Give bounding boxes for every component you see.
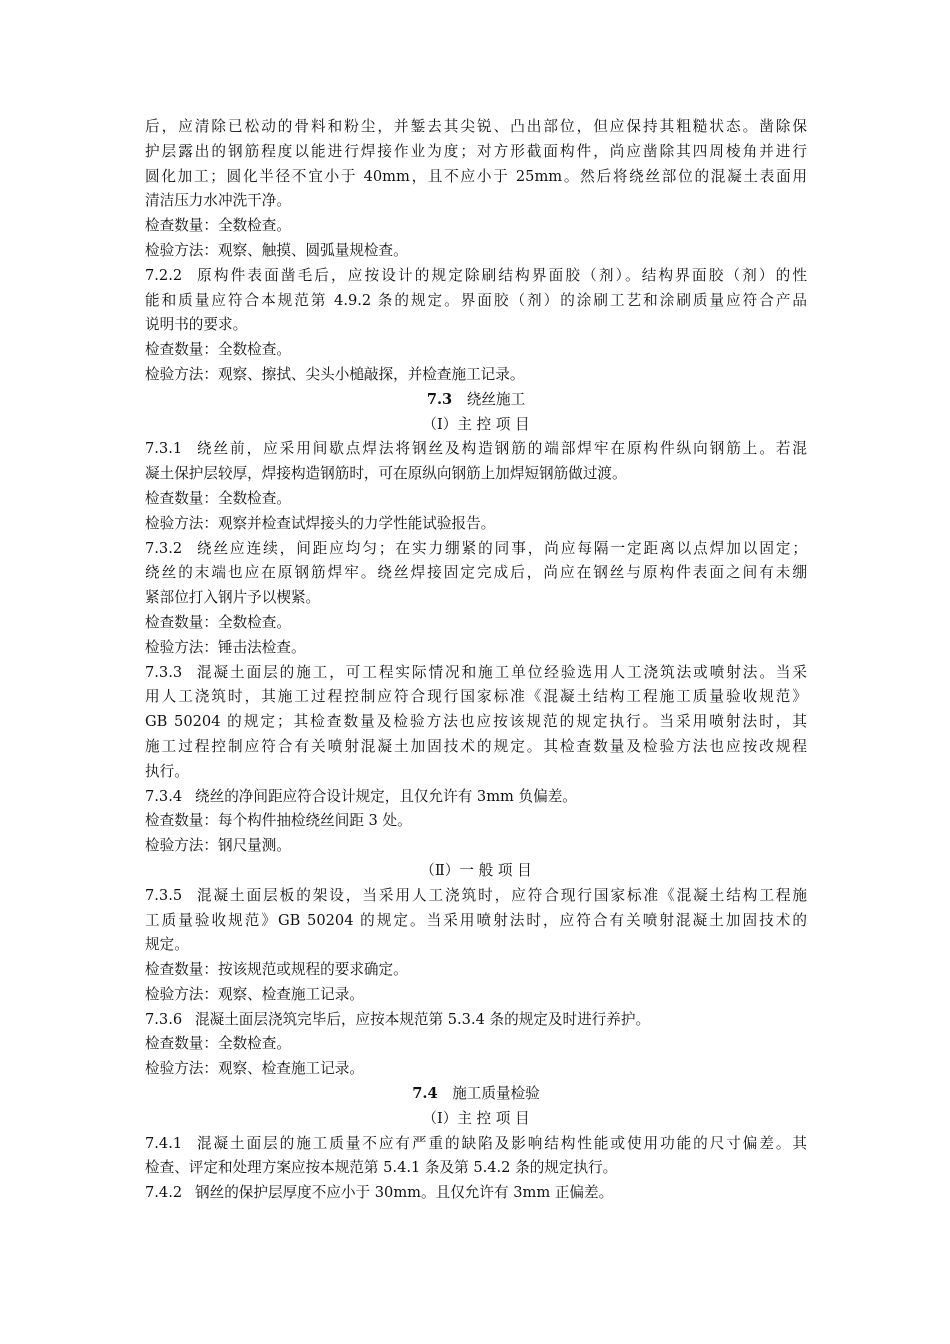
text-line: 护层露出的钢筋程度以能进行焊接作业为度；对方形截面构件，尚应凿除其四周棱角并进行 (145, 142, 807, 160)
clause-text: 绕丝应连续，间距应均匀；在实力绷紧的同事，尚应每隔一定距离以点焊加以固定； (195, 539, 807, 557)
section-number: 7.4 (412, 1085, 438, 1103)
clause-text: 混凝土面层板的架设，当采用人工浇筑时，应符合现行国家标准《混凝土结构工程施 (195, 886, 807, 904)
clause-paragraph (145, 264, 807, 289)
clause-text: 原构件表面凿毛后，应按设计的规定除刷结构界面胶（剂）。结构界面胶（剂）的性 (195, 266, 807, 284)
text-line: 检查数量：全数检查。 (145, 1035, 291, 1053)
clause-paragraph (145, 437, 807, 462)
clause-paragraph (145, 537, 807, 562)
document-page (145, 115, 807, 1206)
text-line: 后，应清除已松动的骨料和粉尘，并錾去其尖锐、凸出部位，但应保持其粗糙状态。凿除保 (145, 118, 807, 135)
text-line: 检验方法：观察、触摸、圆弧量规检查。 (145, 241, 408, 259)
clause-paragraph (145, 661, 807, 686)
clause-paragraph (145, 785, 807, 810)
text-line: 能和质量应符合本规范第 4.9.2 条的规定。界面胶（剂）的涂刷工艺和涂刷质量应符合产品 (145, 291, 807, 309)
clause-number: 7.3.3 (145, 663, 183, 681)
clause-number: 7.4.2 (145, 1184, 183, 1202)
text-line: 检验方法：钢尺量测。 (145, 837, 291, 855)
text-line: 圆化加工；圆化半径不宜小于 40mm，且不应小于 25mm。然后将绕丝部位的混凝土表面用 (145, 167, 807, 185)
text-line: 绕丝的末端也应在原钢筋焊牢。绕丝焊接固定完成后，尚应在钢丝与原构件表面之间有未绷 (145, 564, 807, 582)
subsection-heading: （Ⅰ）主 控 项 目 (422, 415, 530, 433)
text-line: 检查数量：每个构件抽检绕丝间距 3 处。 (145, 812, 412, 830)
text-line: 凝土保护层较厚，焊接构造钢筋时，可在原纵向钢筋上加焊短钢筋做过渡。 (145, 465, 627, 483)
text-line: 施工过程控制应符合有关喷射混凝土加固技术的规定。其检查数量及检验方法也应按改规程 (145, 737, 807, 755)
subsection-heading: （Ⅱ）一 般 项 目 (420, 861, 532, 879)
text-line: 检验方法：锤击法检查。 (145, 638, 306, 656)
clause-paragraph (145, 1132, 807, 1157)
clause-text: 混凝土面层的施工，可工程实际情况和施工单位经验选用人工浇筑法或喷射法。当采 (195, 663, 807, 681)
text-line: 检验方法：观察、检查施工记录。 (145, 1060, 364, 1078)
clause-paragraph (145, 884, 807, 909)
clause-number: 7.3.1 (145, 440, 183, 458)
section-title: 绕丝施工 (466, 390, 526, 408)
clause-number: 7.3.4 (145, 787, 183, 805)
clause-number: 7.2.2 (145, 266, 183, 284)
clause-text: 绕丝前，应采用间歇点焊法将钢丝及构造钢筋的端部焊牢在原构件纵向钢筋上。若混 (195, 440, 807, 458)
clause-text: 钢丝的保护层厚度不应小于 30mm。且仅允许有 3mm 正偏差。 (195, 1184, 614, 1202)
text-line: 规定。 (145, 936, 189, 954)
text-line: 说明书的要求。 (145, 316, 248, 334)
text-line: 检验方法：观察、擦拭、尖头小槌敲探，并检查施工记录。 (145, 365, 525, 383)
clause-text: 绕丝的净间距应符合设计规定，且仅允许有 3mm 负偏差。 (195, 787, 577, 805)
section-number: 7.3 (426, 390, 453, 408)
section-heading (145, 1082, 807, 1107)
text-line: 检查、评定和处理方案应按本规范第 5.4.1 条及第 5.4.2 条的规定执行。 (145, 1159, 618, 1177)
text-line: 执行。 (145, 762, 189, 780)
clause-text: 混凝土面层浇筑完毕后，应按本规范第 5.3.4 条的规定及时进行养护。 (195, 1010, 651, 1028)
text-line: 紧部位打入钢片予以楔紧。 (145, 589, 321, 607)
section-title: 施工质量检验 (452, 1085, 540, 1103)
text-line: GB 50204 的规定；其检查数量及检验方法也应按该规范的规定执行。当采用喷射法时，其 (145, 713, 807, 731)
clause-number: 7.3.5 (145, 886, 183, 904)
clause-paragraph (145, 1008, 807, 1033)
text-line: 工质量验收规范》GB 50204 的规定。当采用喷射法时，应符合有关喷射混凝土加固技术的 (145, 911, 807, 929)
text-line: 检查数量：全数检查。 (145, 613, 291, 631)
clause-number: 7.4.1 (145, 1134, 183, 1152)
clause-paragraph (145, 1181, 807, 1206)
text-line: 检查数量：全数检查。 (145, 489, 291, 507)
text-line: 用人工浇筑时，其施工过程控制应符合现行国家标准《混凝土结构工程施工质量验收规范》 (145, 688, 807, 706)
text-line: 检验方法：观察、检查施工记录。 (145, 985, 364, 1003)
text-line: 检查数量：全数检查。 (145, 341, 291, 359)
text-line: 清洁压力水冲洗干净。 (145, 192, 291, 210)
clause-text: 混凝土面层的施工质量不应有严重的缺陷及影响结构性能或使用功能的尺寸偏差。其 (195, 1134, 807, 1152)
text-line: 检验方法：观察并检查试焊接头的力学性能试验报告。 (145, 514, 496, 532)
clause-number: 7.3.2 (145, 539, 183, 557)
text-line: 检查数量：按该规范或规程的要求确定。 (145, 961, 408, 979)
clause-number: 7.3.6 (145, 1010, 183, 1028)
section-heading (145, 388, 807, 413)
text-line: 检查数量：全数检查。 (145, 217, 291, 235)
subsection-heading: （Ⅰ）主 控 项 目 (422, 1109, 530, 1127)
